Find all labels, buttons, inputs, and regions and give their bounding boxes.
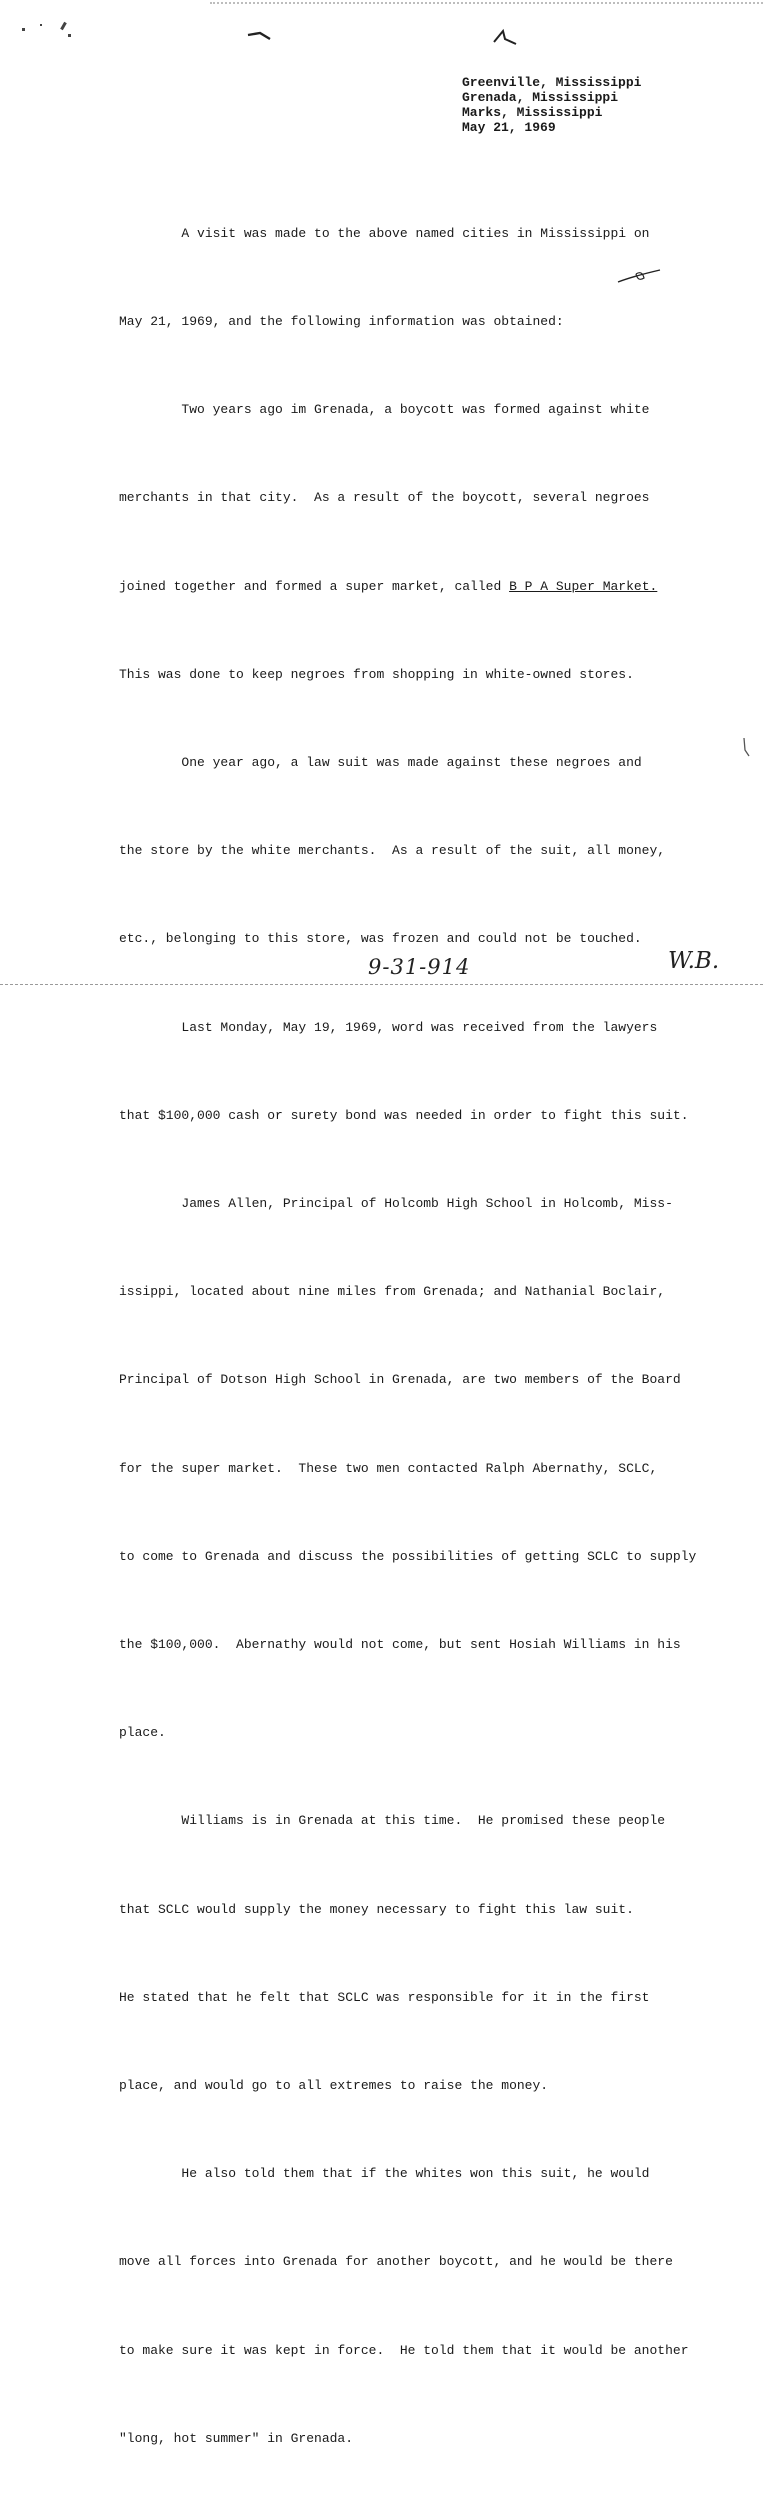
handwritten-check-icon [614,266,664,288]
body-line-text: joined together and formed a super market, called [119,578,510,594]
body-line: issippi, located about nine miles from Grenada; and Nathanial Boclair, [119,1284,666,1300]
body-line: He stated that he felt that SCLC was responsible for it in the first [119,1989,650,2005]
body-line: Williams is in Grenada at this time. He promised these people [119,1813,666,1829]
body-line: May 21, 1969, and the following information was obtained: [119,314,564,330]
store-name: B P A Super Market. [509,578,658,594]
body-line: He also told them that if the whites won this suit, he would [119,2166,650,2182]
header-line: Grenada, Mississippi [462,90,619,105]
body-line: "long, hot summer" in Grenada. [119,2430,354,2446]
body-line-store [119,572,679,601]
body-line: the store by the white merchants. As a result of the suit, all money, [119,843,666,859]
scan-speck [40,24,42,26]
header-line: Marks, Mississippi [462,105,603,120]
body-line: the $100,000. Abernathy would not come, but sent Hosiah Williams in his [119,1637,681,1653]
body-line: James Allen, Principal of Holcomb High School in Holcomb, Miss- [119,1196,673,1212]
body-line: Last Monday, May 19, 1969, word was received from the lawyers [119,1019,658,1035]
body-line: place. [119,1725,166,1741]
body-line: move all forces into Grenada for another boycott, and he would be there [119,2254,673,2270]
body-line: that $100,000 cash or surety bond was needed in order to fight this suit. [119,1107,689,1123]
location-date-header [462,75,641,135]
punch-mark-left-icon [246,30,272,42]
body-line: that SCLC would supply the money necessary to fight this law suit. [119,1901,634,1917]
body-line: A visit was made to the above named cities in Mississippi on [119,225,650,241]
file-number: 9-31-914 [368,955,471,979]
margin-mark-icon [740,736,752,758]
body-line: place, and would go to all extremes to raise the money. [119,2078,549,2094]
body-line: for the super market. These two men contacted Ralph Abernathy, SCLC, [119,1460,658,1476]
body-line: This was done to keep negroes from shopping in white-owned stores. [119,666,634,682]
body-line: One year ago, a law suit was made against these negroes and [119,755,642,771]
scan-speck [60,22,67,30]
body-line: Principal of Dotson High School in Grenada, are two members of the Board [119,1372,681,1388]
handwritten-initials: W.B. [668,948,720,974]
scan-speck [68,34,71,37]
body-line: Two years ago im Grenada, a boycott was formed against white [119,402,650,418]
header-line: May 21, 1969 [462,120,556,135]
top-edge-rule [210,2,763,4]
header-line: Greenville, Mississippi [462,75,642,90]
body-line: to come to Grenada and discuss the possibilities of getting SCLC to supply [119,1548,697,1564]
punch-mark-right-icon [492,28,518,46]
body-line: merchants in that city. As a result of the boycott, several negroes [119,490,650,506]
body-line: etc., belonging to this store, was frozen and could not be touched. [119,931,642,947]
scan-speck [22,28,25,31]
bottom-edge-rule [0,984,763,985]
body-line: to make sure it was kept in force. He told them that it would be another [119,2342,689,2358]
